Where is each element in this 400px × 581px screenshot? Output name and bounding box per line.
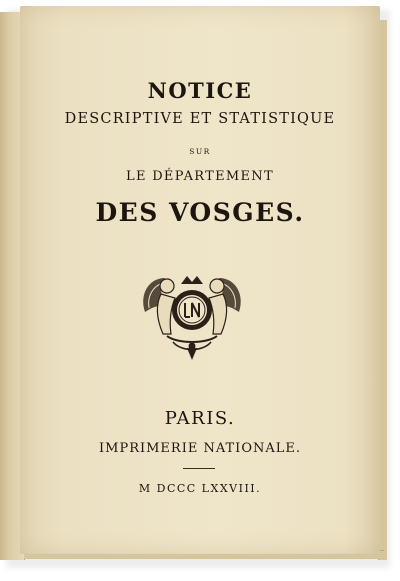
heading-vosges: DES VOSGES.	[95, 198, 305, 227]
heading-notice: NOTICE	[147, 78, 253, 103]
title-page-content	[20, 6, 380, 554]
heading-departement: LE DÉPARTEMENT	[126, 169, 274, 184]
imprint-printer: IMPRIMERIE NATIONALE.	[99, 441, 301, 456]
imprint-city: PARIS.	[164, 408, 236, 429]
imperial-cherub-crest-icon	[137, 264, 247, 364]
heading-sur: SUR	[189, 147, 211, 156]
imprint-rule	[183, 468, 215, 469]
heading-descriptive: DESCRIPTIVE ET STATISTIQUE	[64, 111, 336, 127]
imprint-year: M DCCC LXXVIII.	[138, 482, 262, 495]
